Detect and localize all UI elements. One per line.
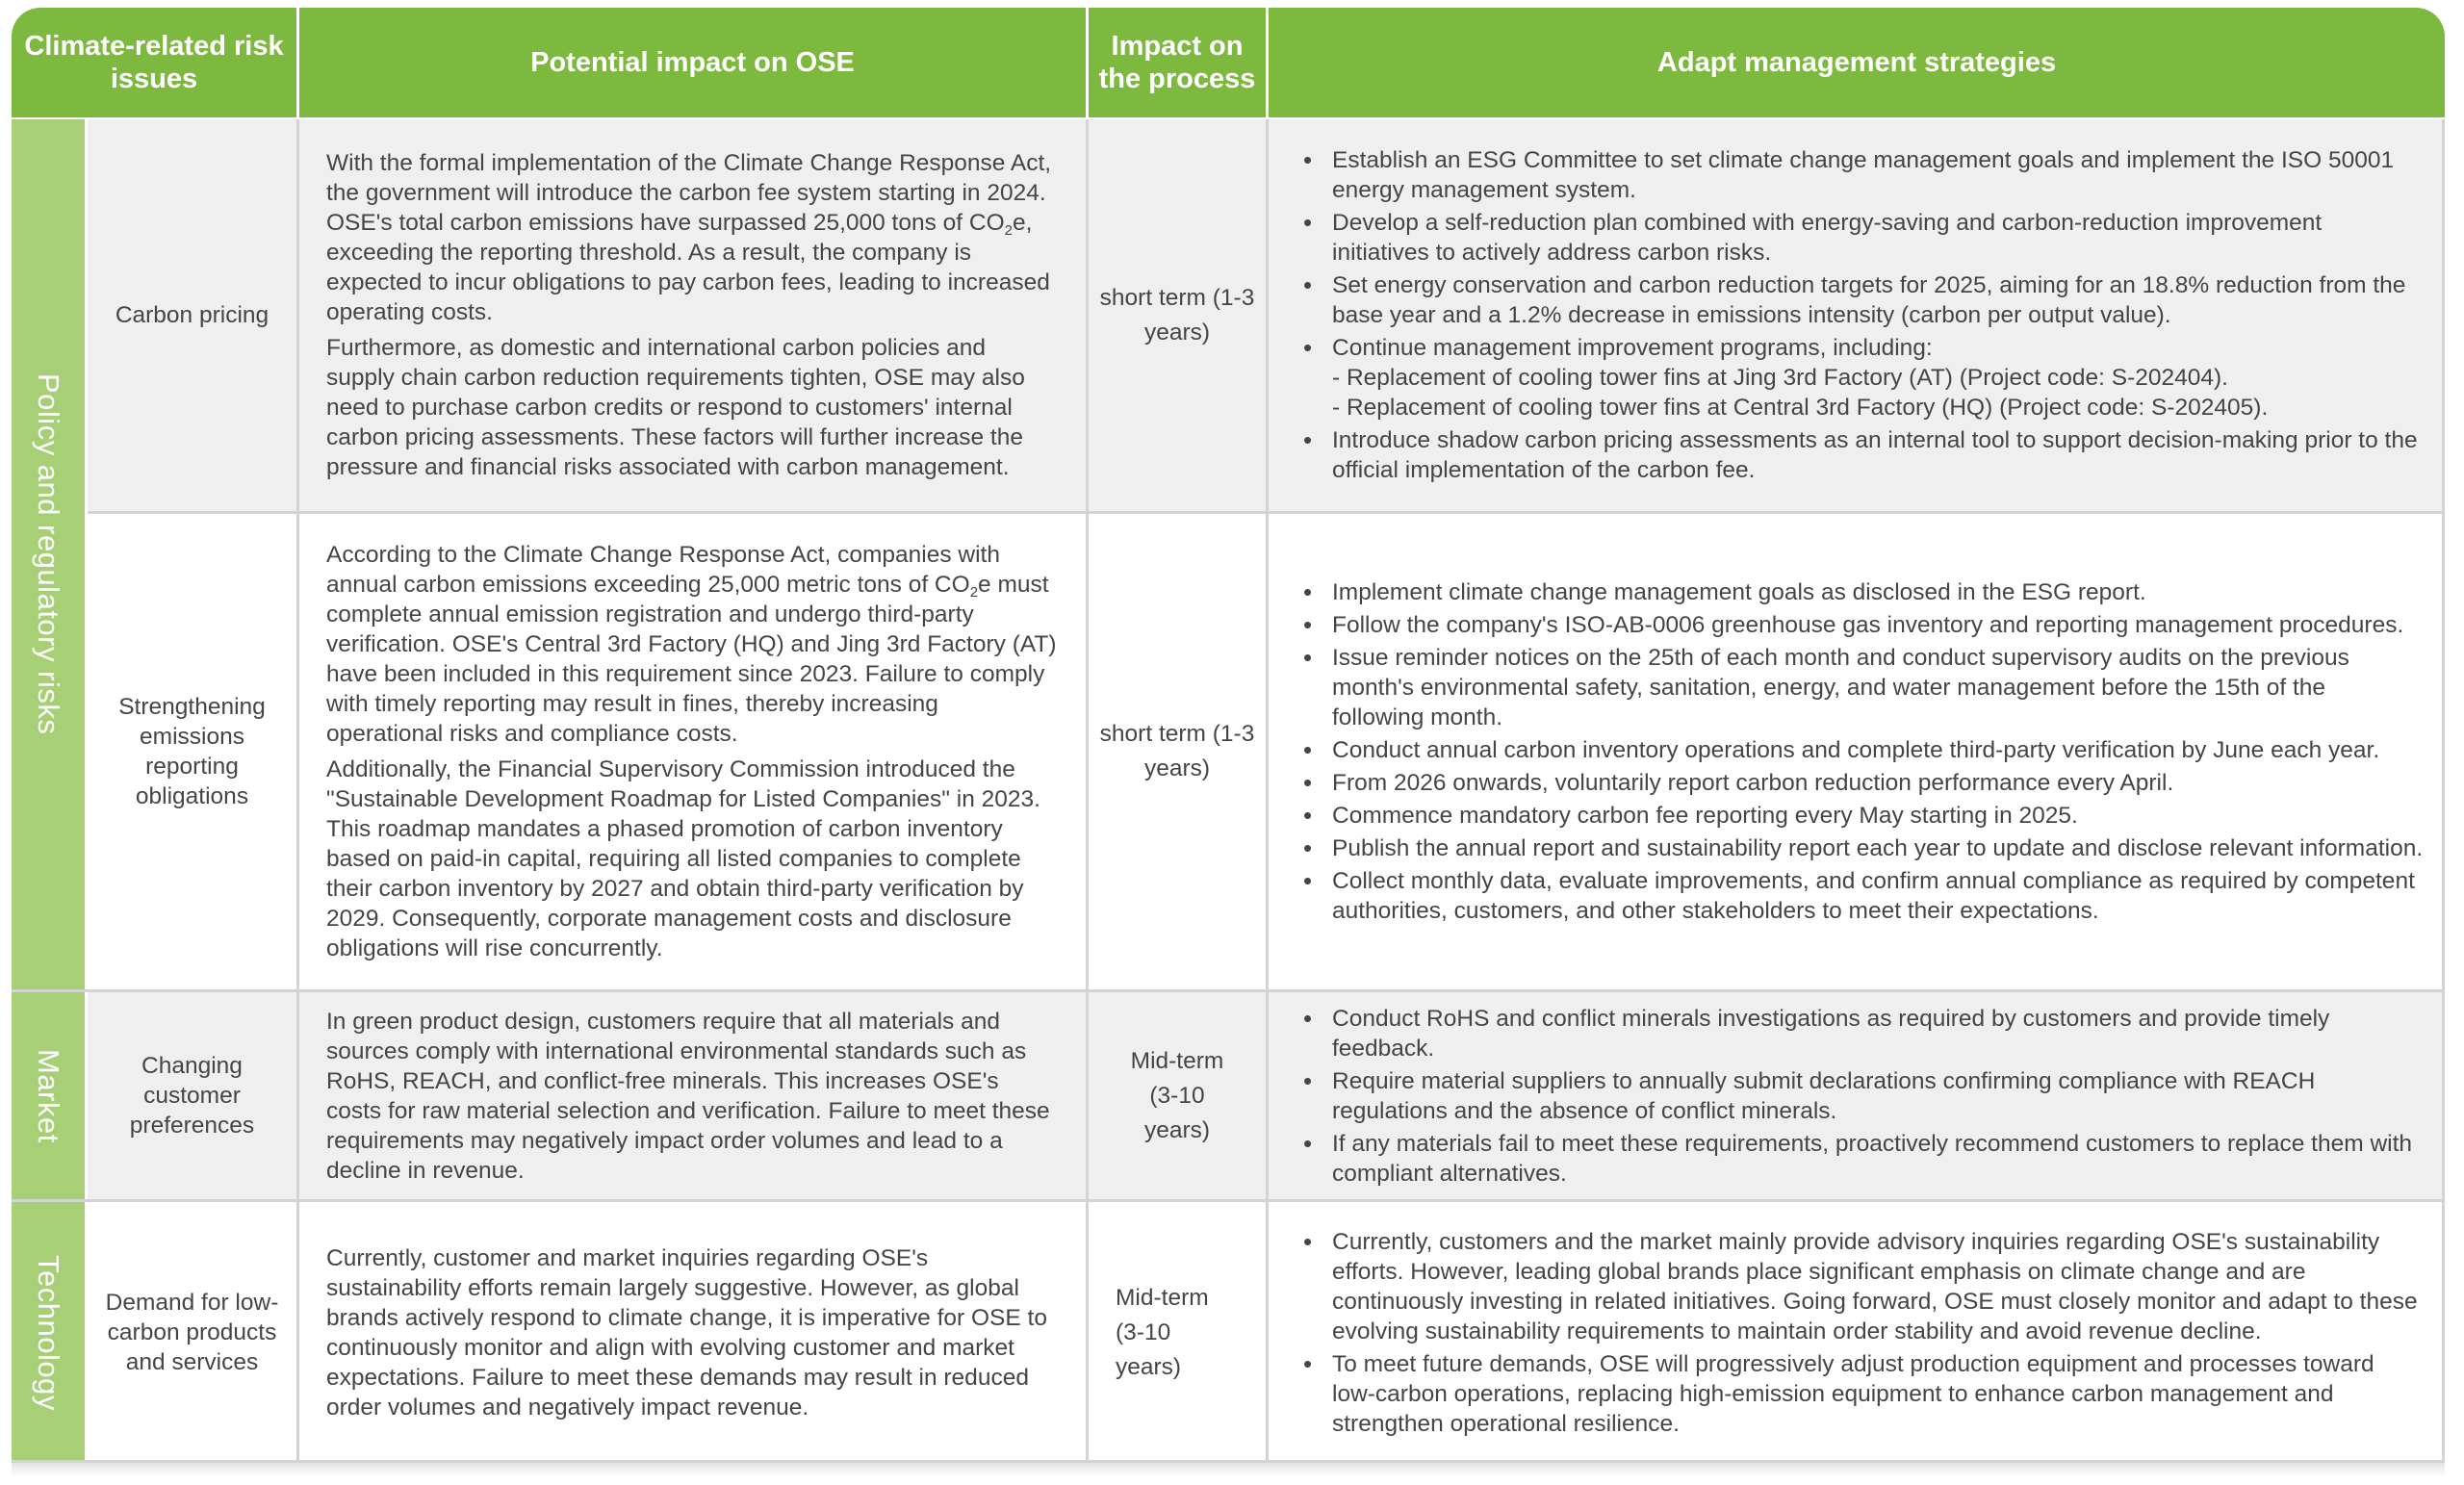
header-impact-process: Impact on the process: [1089, 8, 1266, 117]
category-market: [12, 992, 85, 1199]
strategy-cell: [1269, 514, 2445, 989]
strategy-item: • Currently, customers and the market mainly provide advisory inquiries regarding OSE's sustainability efforts. However, leading global brands place significant emphasis on climate change and are continuously investing in related initiatives. Going forward, OSE must closely monitor and adapt to these evolving sustainability requirements to maintain order stability and avoid revenue decline.: [1301, 1227, 2424, 1346]
category-label: Technology: [32, 1254, 65, 1411]
category-label: Policy and regulatory risks: [32, 373, 65, 735]
term-label: short term (1-3 years): [1099, 284, 1255, 346]
impact-cell: [299, 1202, 1086, 1463]
strategy-item: • Conduct RoHS and conflict minerals investigations as required by customers and provide timely feedback.: [1301, 1004, 2424, 1063]
term-cell: [1089, 514, 1266, 989]
category-policy-regulatory: [12, 119, 85, 989]
issue-cell: [88, 119, 296, 511]
strategy-item: • From 2026 onwards, voluntarily report carbon reduction performance every April.: [1301, 768, 2424, 798]
category-technology: [12, 1202, 85, 1463]
strategy-item: • Publish the annual report and sustainability report each year to update and disclose relevant information.: [1301, 833, 2424, 863]
issue-cell: [88, 992, 296, 1199]
strategy-sub-item: - Replacement of cooling tower fins at Jing 3rd Factory (AT) (Project code: S-202404).: [1332, 365, 2228, 391]
strategy-item: • Set energy conservation and carbon reduction targets for 2025, aiming for an 18.8% reduction from the base year and a 1.2% decrease in emissions intensity (carbon per output value).: [1301, 270, 2424, 330]
strategy-item: • Implement climate change management goals as disclosed in the ESG report.: [1301, 577, 2424, 607]
climate-risk-table: [12, 8, 2445, 1463]
impact-cell: [299, 992, 1086, 1199]
strategy-item: • Establish an ESG Committee to set climate change management goals and implement the ISO 50001 energy management system.: [1301, 145, 2424, 205]
strategy-item: • Commence mandatory carbon fee reporting every May starting in 2025.: [1301, 801, 2424, 831]
strategy-item: • Require material suppliers to annually submit declarations confirming compliance with REACH regulations and the absence of conflict minerals.: [1301, 1066, 2424, 1126]
impact-paragraph: In green product design, customers require that all materials and sources comply with international environmental standards such as RoHS, REACH, and conflict-free minerals. This increases OSE's costs for raw material selection and verification. Failure to meet these requirements may negatively impact order volumes and lead to a decline in revenue.: [326, 1008, 1050, 1184]
strategy-list: [1301, 577, 2424, 926]
impact-cell: [299, 119, 1086, 511]
strategy-item: • Conduct annual carbon inventory operations and complete third-party verification by June each year.: [1301, 735, 2424, 765]
impact-paragraph: According to the Climate Change Response Act, companies with annual carbon emissions exceeding 25,000 metric tons of $CO_2e$ must complete annual emission registration and undergo third-party verification. OSE's Central 3rd Factory (HQ) and Jing 3rd Factory (AT) have been included in this requirement since 2023. Failure to comply with timely reporting may result in fines, thereby increasing operational risks and compliance costs.: [326, 542, 1057, 747]
row-divider: [12, 1199, 2445, 1202]
row-divider: [12, 989, 2445, 992]
term-cell: [1089, 119, 1266, 511]
strategy-item: • Collect monthly data, evaluate improvements, and confirm annual compliance as required by competent authorities, customers, and other stakeholders to meet their expectations.: [1301, 866, 2424, 926]
impact-cell: [299, 514, 1086, 989]
table-right-border: [2442, 119, 2445, 1463]
term-label: short term (1-3 years): [1099, 721, 1255, 781]
strategy-sub-item: - Replacement of cooling tower fins at Central 3rd Factory (HQ) (Project code: S-202405).: [1332, 395, 2269, 421]
strategy-cell: [1269, 992, 2445, 1199]
strategy-item: • Develop a self-reduction plan combined with energy-saving and carbon-reduction improvement initiatives to actively address carbon risks.: [1301, 208, 2424, 268]
issue-label: Strengthening emissions reporting obligations: [118, 694, 266, 809]
strategy-item: • Issue reminder notices on the 25th of each month and conduct supervisory audits on the previous month's environmental safety, sanitation, energy, and water management before the 15th of the following month.: [1301, 643, 2424, 732]
impact-paragraph: Additionally, the Financial Supervisory Commission introduced the "Sustainable Development Roadmap for Listed Companies" in 2023. This roadmap mandates a phased promotion of carbon inventory based on paid-in capital, requiring all listed companies to complete their carbon inventory by 2027 and obtain third-party verification by 2029. Consequently, corporate management costs and disclosure obligations will rise concurrently.: [326, 756, 1040, 961]
strategy-item: • To meet future demands, OSE will progressively adjust production equipment and processes toward low-carbon operations, replacing high-emission equipment to enhance carbon management and strengthen operational resilience.: [1301, 1349, 2424, 1439]
strategy-item: • Continue management improvement programs, including: - Replacement of cooling tower fins at Jing 3rd Factory (AT) (Project code: S-202404). - Replacement of cooling tower fins at Central 3rd Factory (HQ) (Project code: S-202405).: [1301, 333, 2424, 422]
strategy-item: • Introduce shadow carbon pricing assessments as an internal tool to support decision-making prior to the official implementation of the carbon fee.: [1301, 425, 2424, 485]
term-label: Mid-term (3-10 years): [1116, 1284, 1209, 1380]
strategy-cell: [1269, 119, 2445, 511]
impact-paragraph: Furthermore, as domestic and international carbon policies and supply chain carbon reduction requirements tighten, OSE may also need to purchase carbon credits or respond to customers' internal carbon pricing assessments. These factors will further increase the pressure and financial risks associated with carbon management.: [326, 335, 1025, 480]
strategy-list: [1301, 1227, 2424, 1439]
term-label: Mid-term (3-10 years): [1130, 1047, 1224, 1143]
strategy-list: [1301, 1004, 2424, 1189]
term-cell: [1089, 992, 1266, 1199]
column-divider: [1086, 119, 1089, 1463]
column-divider: [296, 119, 299, 1463]
strategy-list: [1301, 145, 2424, 485]
header-strategies: Adapt management strategies: [1269, 8, 2445, 117]
header-risk-issues: Climate-related risk issues: [12, 8, 296, 117]
strategy-cell: [1269, 1202, 2445, 1463]
strategy-item: • Follow the company's ISO-AB-0006 greenhouse gas inventory and reporting management procedures.: [1301, 610, 2424, 640]
issue-label: Demand for low-carbon products and services: [105, 1290, 279, 1375]
issue-label: Changing customer preferences: [129, 1053, 255, 1139]
category-label: Market: [32, 1048, 65, 1143]
strategy-item: • If any materials fail to meet these requirements, proactively recommend customers to replace them with compliant alternatives.: [1301, 1129, 2424, 1189]
issue-cell: [88, 1202, 296, 1463]
table-shadow: [12, 1463, 2445, 1476]
term-cell: [1089, 1202, 1266, 1463]
issue-cell: [88, 514, 296, 989]
issue-label: Carbon pricing: [115, 302, 270, 328]
column-divider: [1266, 119, 1269, 1463]
impact-paragraph: With the formal implementation of the Climate Change Response Act, the government will introduce the carbon fee system starting in 2024. OSE's total carbon emissions have surpassed 25,000 tons of $CO_2e$, exceeding the reporting threshold. As a result, the company is expected to incur obligations to pay carbon fees, leading to increased operating costs.: [326, 150, 1052, 325]
impact-paragraph: Currently, customer and market inquiries regarding OSE's sustainability efforts remain largely suggestive. However, as global brands actively respond to climate change, it is imperative for OSE to continuously monitor and align with evolving customer and market expectations. Failure to meet these demands may result in reduced order volumes and negatively impact revenue.: [326, 1244, 1047, 1421]
header-potential-impact: Potential impact on OSE: [299, 8, 1086, 117]
